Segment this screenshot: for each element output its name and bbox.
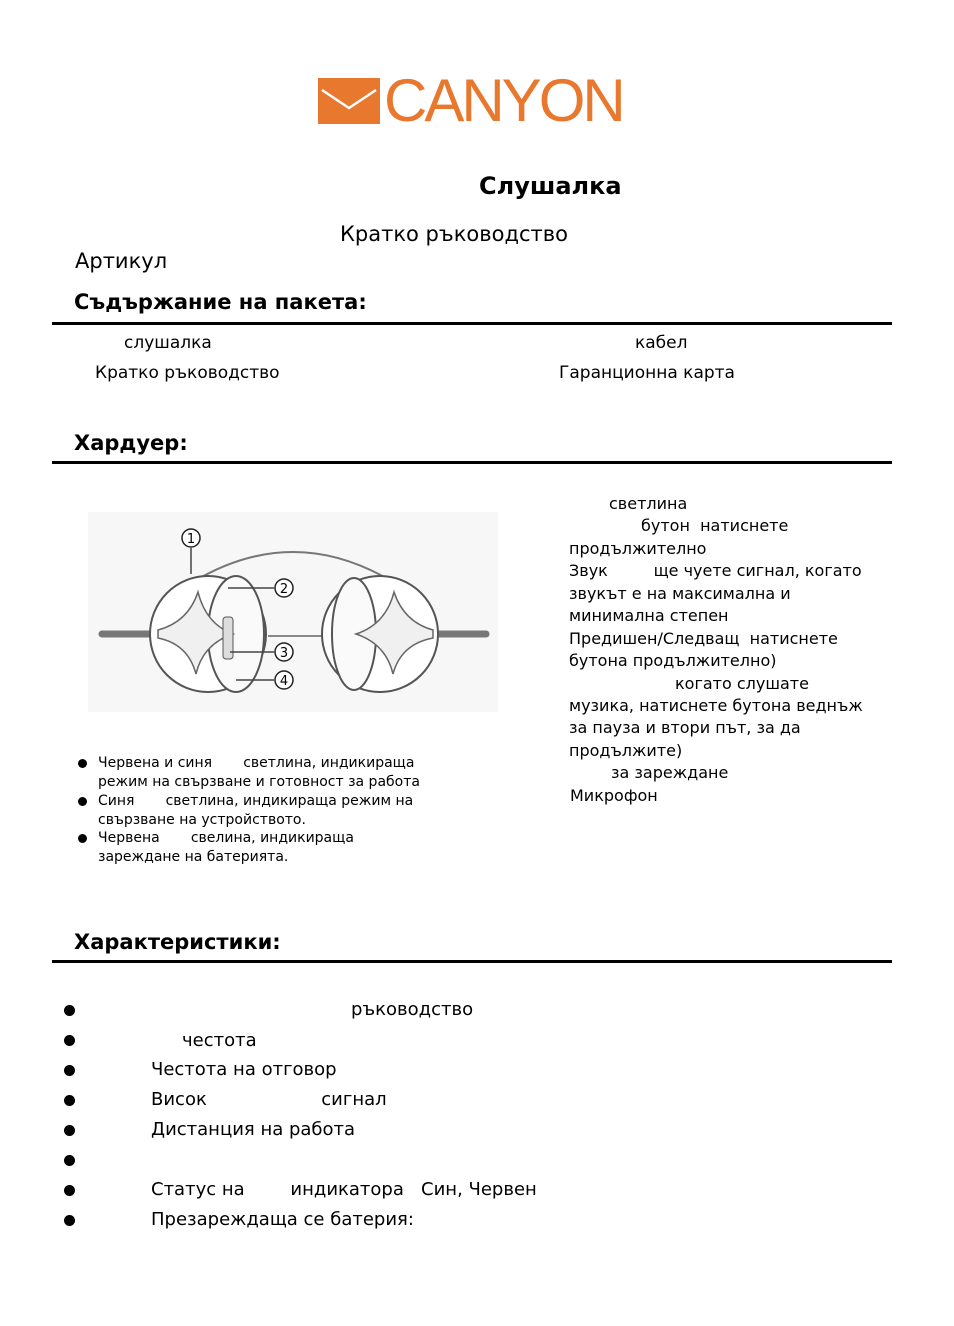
canyon-logo — [318, 67, 650, 134]
bullet-icon — [78, 834, 87, 843]
hardware-line: светлина — [609, 494, 688, 513]
section-divider — [52, 461, 892, 464]
spec-item: Статус на индикатора Син, Червен — [151, 1179, 537, 1200]
hardware-line: Предишен/Следващ натиснете — [569, 629, 838, 648]
hardware-line: звукът е на максимална и — [569, 584, 791, 603]
hardware-line: продължите) — [569, 741, 683, 760]
callout-2 — [275, 579, 293, 597]
hardware-line: когато слушате — [675, 674, 809, 693]
page-title: Слушалка — [479, 172, 622, 200]
article-label: Артикул — [75, 249, 168, 273]
hardware-line: Звук ще чуете сигнал, когато — [569, 561, 862, 580]
bullet-icon — [64, 1215, 75, 1226]
spec-item: честота — [182, 1030, 257, 1051]
callout-number: 3 — [279, 646, 289, 661]
bullet-icon — [78, 797, 87, 806]
bullet-icon — [64, 1065, 75, 1076]
section-divider — [52, 960, 892, 963]
hardware-line: за пауза и втори път, за да — [569, 718, 801, 737]
bullet-icon — [64, 1185, 75, 1196]
package-item: слушалка — [124, 333, 212, 353]
package-item: кабел — [635, 333, 688, 353]
led-note: режим на свързване и готовност за работа — [98, 774, 420, 790]
led-note: свързване на устройството. — [98, 812, 306, 828]
callout-number: 4 — [279, 674, 289, 689]
specs-heading: Характеристики: — [74, 930, 281, 954]
package-item: Кратко ръководство — [95, 363, 280, 383]
led-note: Червена и синя светлина, индикираща — [98, 755, 415, 771]
spec-item: ръководство — [351, 999, 474, 1020]
spec-item: Дистанция на работа — [151, 1119, 356, 1140]
callout-number: 1 — [186, 532, 196, 547]
envelope-icon — [318, 78, 380, 124]
spec-item: Презареждаща се батерия: — [151, 1209, 414, 1230]
hardware-line: Микрофон — [570, 786, 658, 805]
led-note: зареждане на батерията. — [98, 849, 289, 865]
page-subtitle: Кратко ръководство — [340, 222, 568, 246]
led-note: Синя светлина, индикираща режим на — [98, 793, 414, 809]
bullet-icon — [64, 1035, 75, 1046]
hardware-line: минимална степен — [569, 606, 729, 625]
bullet-icon — [64, 1005, 75, 1016]
logo-wordmark: CANYON — [384, 67, 623, 134]
hardware-line: бутона продължително) — [569, 651, 777, 670]
bullet-icon — [64, 1125, 75, 1136]
package-heading: Съдържание на пакета: — [74, 290, 367, 314]
package-item: Гаранционна карта — [559, 363, 735, 383]
spec-item: Честота на отговор — [151, 1059, 337, 1080]
section-divider — [52, 322, 892, 325]
callout-1 — [182, 529, 200, 547]
headphones-diagram — [88, 512, 498, 712]
hardware-heading: Хардуер: — [74, 431, 188, 455]
hardware-line: за зареждане — [611, 763, 729, 782]
bullet-icon — [64, 1095, 75, 1106]
led-note: Червена свелина, индикираща — [98, 830, 354, 846]
hardware-line: музика, натиснете бутона веднъж — [569, 696, 863, 715]
bullet-icon — [64, 1155, 75, 1166]
hardware-line: бутон натиснете — [641, 516, 789, 535]
spec-item: Висок сигнал — [151, 1089, 387, 1110]
hardware-line: продължително — [569, 539, 707, 558]
callout-3 — [275, 643, 293, 661]
callout-4 — [275, 671, 293, 689]
bullet-icon — [78, 759, 87, 768]
callout-number: 2 — [279, 582, 289, 597]
